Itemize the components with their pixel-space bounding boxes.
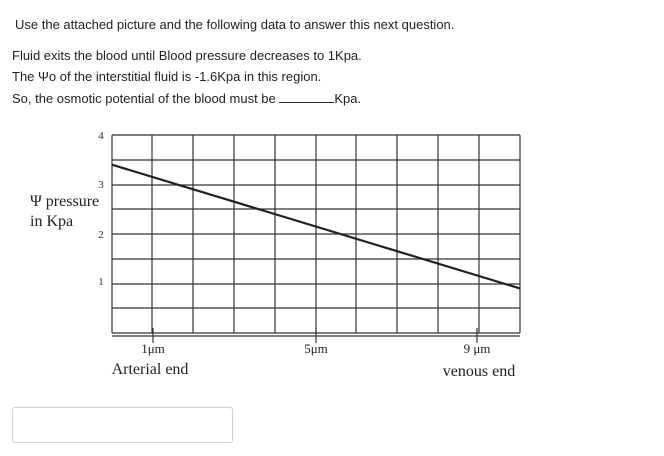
chart-grid [112,135,520,336]
y-axis-label-line-2: in Kpa [30,213,74,230]
question-line-1: Fluid exits the blood until Blood pressure decreases to 1Kpa. [12,48,362,63]
x-end-right-label: venous end [442,363,516,380]
y-axis-label-line-1: Ψ pressure [30,193,100,210]
question-instruction: Use the attached picture and the following data to answer this next question. [15,17,455,32]
y-tick-label: 3 [98,179,104,191]
y-axis-ticks [98,130,104,288]
answer-input[interactable] [12,407,233,443]
x-tick-label: 9 μm [463,341,491,356]
y-tick-label: 4 [98,130,104,142]
question-line-2: The Ψo of the interstitial fluid is -1.6Kpa in this region. [12,69,322,84]
x-tick-label: 1μm [141,341,165,356]
y-tick-label: 2 [98,229,104,241]
x-tick-label: 5μm [304,341,328,356]
y-tick-label: 1 [98,276,104,288]
question-line-3-start: So, the osmotic potential of the blood must be [12,91,280,106]
question-line-3-end: Kpa. [334,91,362,106]
x-end-left-label: Arterial end [111,361,189,378]
